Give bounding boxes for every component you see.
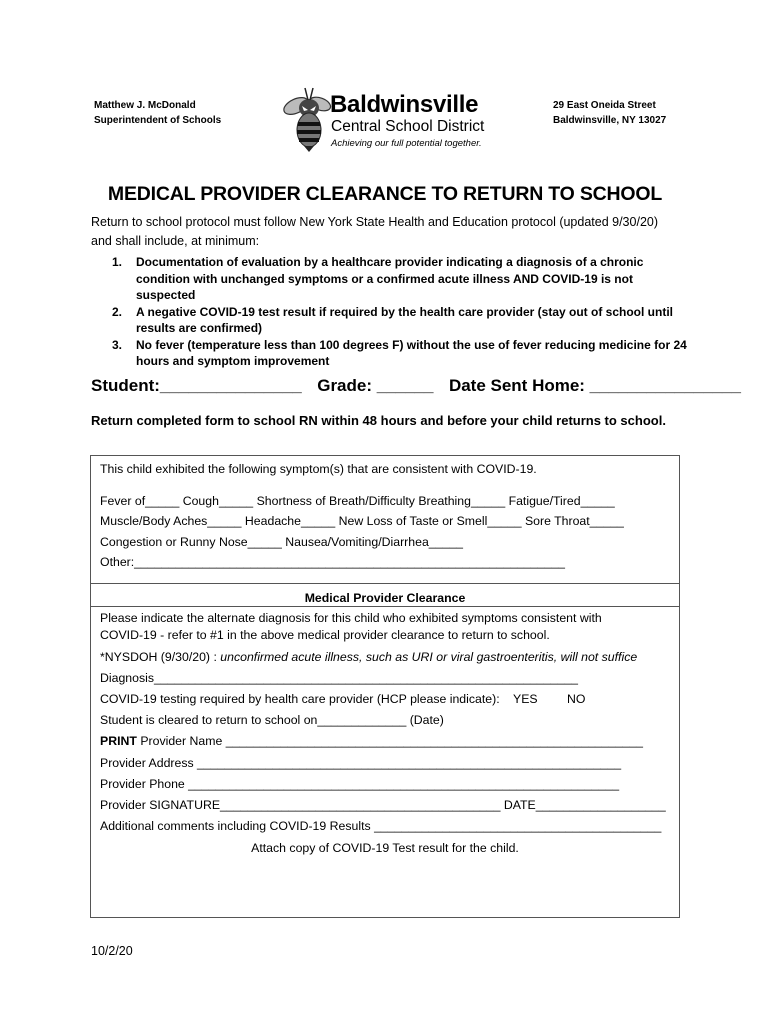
nysdoh-note-text: unconfirmed acute illness, such as URI or viral gastroenteritis, will not suffice xyxy=(220,650,638,664)
requirement-item xyxy=(92,254,692,304)
testing-no-option[interactable]: NO xyxy=(567,692,586,706)
logo-subtitle: Central School District xyxy=(331,118,485,135)
provider-phone-field[interactable]: Provider Phone _______________________________________________________________ xyxy=(100,777,620,791)
requirement-text: Documentation of evaluation by a healthcare provider indicating a diagnosis of a chronic condition with unchanged symptoms or a confirmed acute illness AND COVID-19 is not suspected xyxy=(136,255,644,302)
date-sent-home-field[interactable]: Date Sent Home: ________________ xyxy=(448,376,741,395)
attach-instruction: Attach copy of COVID-19 Test result for the child. xyxy=(251,841,519,855)
provider-signature-field[interactable]: Provider SIGNATURE_________________________________________ DATE___________________ xyxy=(100,798,666,812)
logo-name: Baldwinsville xyxy=(330,91,479,118)
symptoms-intro: This child exhibited the following symptom(s) that are consistent with COVID-19. xyxy=(100,462,537,476)
requirement-item xyxy=(92,337,692,370)
return-instruction: Return completed form to school RN within 48 hours and before your child returns to school. xyxy=(91,413,666,428)
address-line-1: 29 East Oneida Street xyxy=(553,100,656,111)
symptoms-line-3[interactable]: Congestion or Runny Nose_____ Nausea/Vomiting/Diarrhea_____ xyxy=(100,535,463,549)
page-title: MEDICAL PROVIDER CLEARANCE TO RETURN TO SCHOOL xyxy=(107,183,663,205)
hornet-mascot-icon xyxy=(282,86,332,152)
provider-address-field[interactable]: Provider Address ______________________________________________________________ xyxy=(100,756,622,770)
superintendent-block xyxy=(94,98,221,128)
intro-line-2: and shall include, at minimum: xyxy=(91,234,260,248)
superintendent-name: Matthew J. McDonald xyxy=(94,100,196,111)
provider-name-field[interactable] xyxy=(100,734,643,748)
nysdoh-prefix: *NYSDOH (9/30/20) : xyxy=(100,650,221,664)
footer-date: 10/2/20 xyxy=(91,944,133,958)
nysdoh-note xyxy=(100,650,637,664)
requirements-list xyxy=(92,254,692,370)
clearance-heading: Medical Provider Clearance xyxy=(304,591,466,605)
superintendent-title: Superintendent of Schools xyxy=(94,115,222,126)
symptoms-other[interactable]: Other:_______________________________________________________________ xyxy=(100,555,566,569)
student-field[interactable]: Student:_______________ xyxy=(91,376,302,395)
requirement-number: 3. xyxy=(112,337,123,352)
district-logo xyxy=(282,86,492,154)
diagnosis-field[interactable]: Diagnosis______________________________________________________________ xyxy=(100,671,579,685)
clearance-instruction-1: Please indicate the alternate diagnosis for this child who exhibited symptoms consistent with xyxy=(100,611,602,625)
comments-field[interactable]: Additional comments including COVID-19 Results __________________________________________ xyxy=(100,819,662,833)
requirement-text: A negative COVID-19 test result if required by the health care provider (stay out of school until results are confirmed) xyxy=(136,304,673,335)
testing-yes-option[interactable]: YES xyxy=(513,692,538,706)
cleared-date-field[interactable]: Student is cleared to return to school on_____________ (Date) xyxy=(100,713,444,727)
provider-name-label: Provider Name _____________________________________________________________ xyxy=(136,734,643,748)
symptoms-line-1[interactable]: Fever of_____ Cough_____ Shortness of Breath/Difficulty Breathing_____ Fatigue/Tired_____ xyxy=(100,494,615,508)
requirement-item xyxy=(92,304,692,337)
grade-field[interactable]: Grade: ______ xyxy=(317,376,434,395)
testing-question: COVID-19 testing required by health care provider (HCP please indicate): xyxy=(100,692,500,706)
symptoms-line-2[interactable]: Muscle/Body Aches_____ Headache_____ New Loss of Taste or Smell_____ Sore Throat_____ xyxy=(100,514,624,528)
address-block xyxy=(553,98,666,128)
requirement-text: No fever (temperature less than 100 degrees F) without the use of fever reducing medicine for 24 hours and symptom improvement xyxy=(136,337,687,368)
requirement-number: 1. xyxy=(112,255,123,269)
print-label: PRINT xyxy=(100,734,137,748)
address-line-2: Baldwinsville, NY 13027 xyxy=(553,115,667,126)
clearance-instruction-2: COVID-19 - refer to #1 in the above medical provider clearance to return to school. xyxy=(100,628,550,642)
logo-tagline: Achieving our full potential together. xyxy=(331,138,482,149)
requirement-number: 2. xyxy=(112,304,123,319)
student-info-line xyxy=(91,376,741,396)
intro-line-1: Return to school protocol must follow New York State Health and Education protocol (updated 9/30/20) xyxy=(91,215,659,229)
